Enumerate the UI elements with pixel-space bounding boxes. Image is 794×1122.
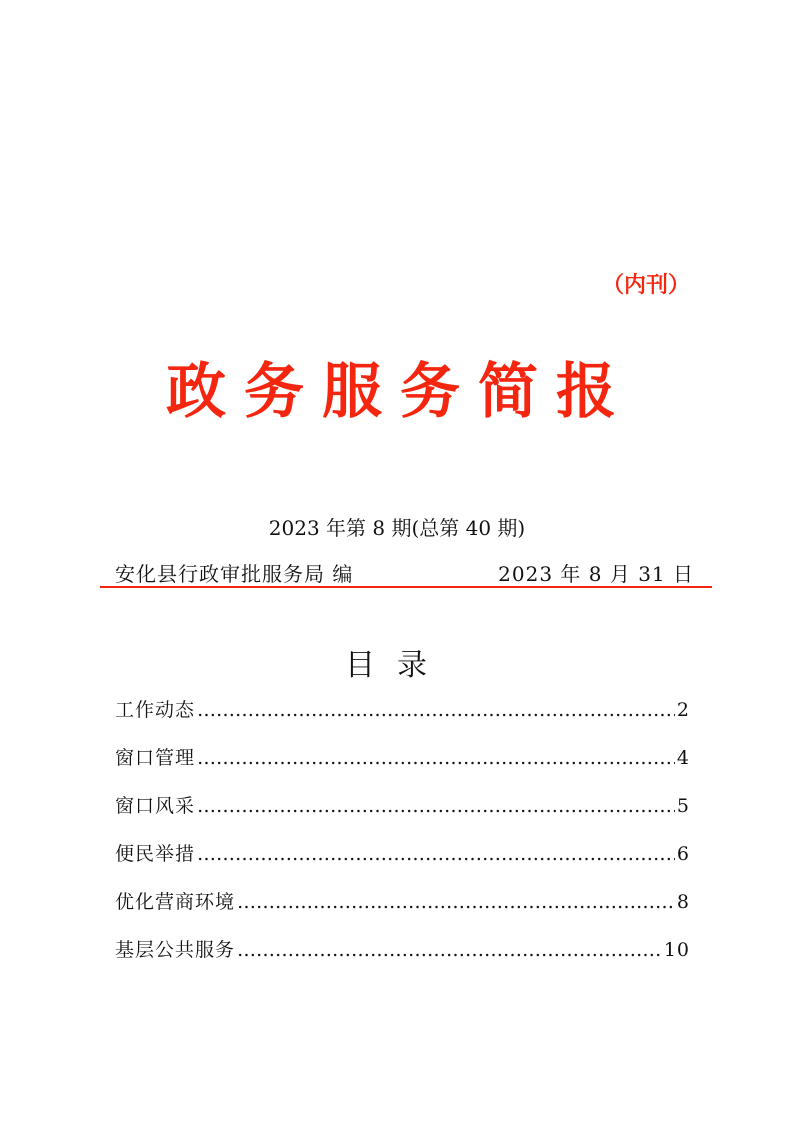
divider-rule: [100, 586, 712, 588]
toc-leader-dots: [197, 843, 675, 865]
toc-item-label: 基层公共服务: [115, 939, 236, 961]
toc-item-page: 10: [663, 939, 690, 961]
toc-item[interactable]: [115, 887, 690, 935]
toc-leader-dots: [237, 891, 675, 913]
toc-item[interactable]: [115, 695, 690, 743]
toc-item-page: 5: [676, 795, 690, 817]
toc-item-page: 4: [676, 747, 690, 769]
toc-item-label: 工作动态: [115, 699, 196, 721]
publication-meta: [100, 558, 694, 587]
toc-leader-dots: [197, 795, 675, 817]
toc-item-page: 6: [676, 843, 690, 865]
toc-item[interactable]: [115, 935, 690, 983]
editor-name: 安化县行政审批服务局 编: [115, 562, 354, 586]
toc-item-label: 窗口风采: [115, 795, 196, 817]
issue-number: 2023 年第 8 期(总第 40 期): [268, 516, 526, 540]
toc-item-label: 便民举措: [115, 843, 196, 865]
internal-publication-label: （内刊）: [601, 273, 690, 298]
toc-item[interactable]: [115, 743, 690, 791]
toc-item[interactable]: [115, 791, 690, 839]
table-of-contents: [115, 695, 690, 983]
masthead-title: 政务服务简报: [166, 357, 634, 427]
toc-leader-dots: [237, 939, 662, 961]
toc-leader-dots: [197, 747, 675, 769]
toc-item[interactable]: [115, 839, 690, 887]
toc-leader-dots: [197, 699, 675, 721]
toc-item-page: 2: [676, 699, 690, 721]
publication-date: 2023 年 8 月 31 日: [498, 562, 694, 586]
toc-item-label: 窗口管理: [115, 747, 196, 769]
toc-item-page: 8: [676, 891, 690, 913]
toc-title: 目录: [345, 648, 449, 683]
toc-item-label: 优化营商环境: [115, 891, 236, 913]
